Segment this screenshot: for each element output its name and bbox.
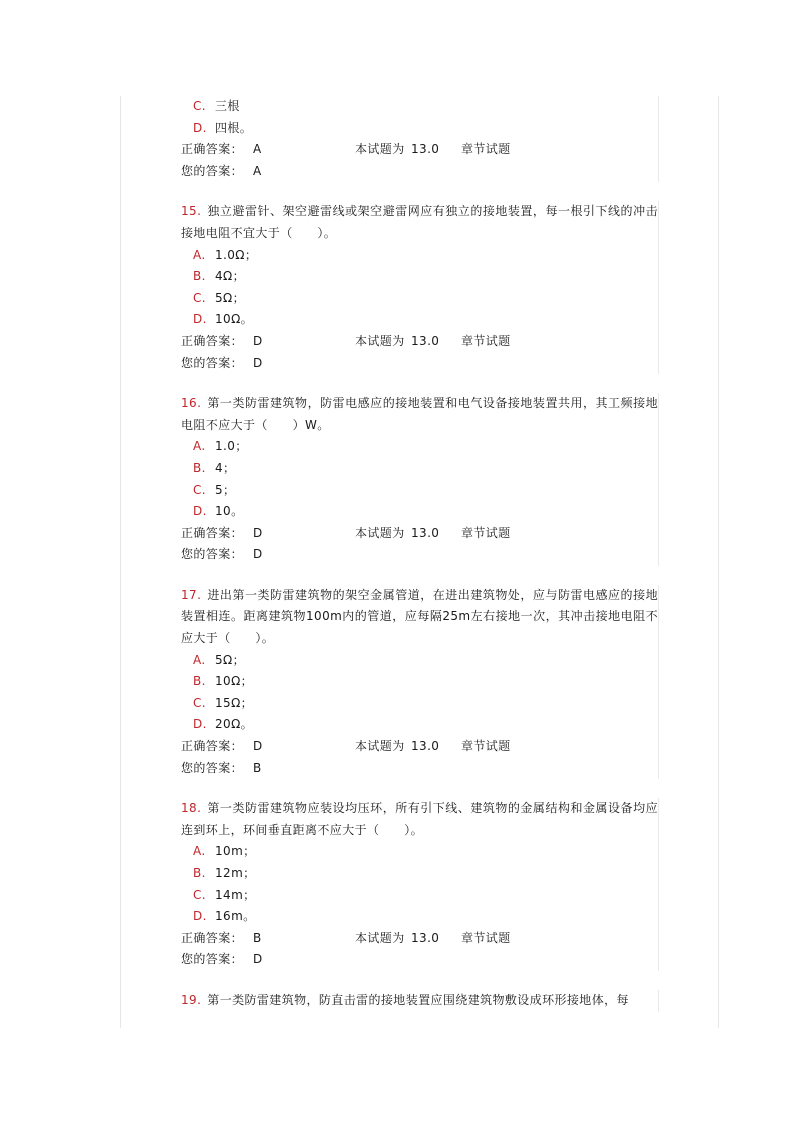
your-answer-row: 您的答案： D <box>181 952 263 967</box>
your-answer-row: 您的答案： A <box>181 163 262 178</box>
question-16 <box>181 393 659 566</box>
correct-answer: B <box>253 930 262 945</box>
page-right-rule <box>718 96 719 1028</box>
question-18 <box>181 798 659 971</box>
option-a: A. 1.0； <box>193 439 248 454</box>
your-answer: D <box>253 355 263 370</box>
option-c: C. 5Ω； <box>193 290 246 305</box>
your-answer: D <box>253 952 263 967</box>
your-answer-row: 您的答案： D <box>181 355 263 370</box>
option-b: B. 10Ω； <box>193 674 254 689</box>
option-b: B. 4； <box>193 460 236 475</box>
your-answer: A <box>253 163 262 178</box>
correct-answer-row: 正确答案： D 本试题为 13.0 章节试题 <box>181 331 658 353</box>
question-15 <box>181 201 659 374</box>
your-answer-row: 您的答案： B <box>181 760 262 775</box>
option-d: D. 16m。 <box>193 909 256 924</box>
your-answer-row: 您的答案： D <box>181 547 263 562</box>
correct-answer: A <box>253 142 262 157</box>
option-a: A. 10m； <box>193 844 256 859</box>
option-c: C. 14m； <box>193 887 256 902</box>
option-c: C. 5； <box>193 482 236 497</box>
question-19 <box>181 990 659 1012</box>
correct-answer: D <box>253 525 263 540</box>
correct-answer-row: 正确答案： A 本试题为 13.0 章节试题 <box>181 139 658 161</box>
question-text: 15. 独立避雷针、架空避雷线或架空避雷网应有独立的接地装置，每一根引下线的冲击接地电阻不宜大于（ ）。 <box>181 204 658 240</box>
question-14 <box>181 96 659 182</box>
your-answer: B <box>253 760 262 775</box>
option-d: D. 20Ω。 <box>193 717 254 732</box>
option-d: D. 10。 <box>193 504 244 519</box>
question-text: 16. 第一类防雷建筑物，防雷电感应的接地装置和电气设备接地装置共用，其工频接地电阻不应大于（ ）W。 <box>181 396 658 432</box>
question-text: 18. 第一类防雷建筑物应装设均压环，所有引下线、建筑物的金属结构和金属设备均应连到环上，环间垂直距离不应大于（ ）。 <box>181 801 658 837</box>
option-c: C. 15Ω； <box>193 695 254 710</box>
question-list <box>181 96 659 1012</box>
option-a: A. 5Ω； <box>193 652 246 667</box>
option-c: C. 三根 <box>193 99 240 113</box>
question-text: 19. 第一类防雷建筑物，防直击雷的接地装置应围绕建筑物敷设成环形接地体，每 <box>181 992 629 1007</box>
correct-answer: D <box>253 333 263 348</box>
correct-answer-row: 正确答案： B 本试题为 13.0 章节试题 <box>181 928 658 950</box>
option-b: B. 12m； <box>193 866 256 880</box>
correct-answer: D <box>253 739 263 754</box>
option-d: D. 10Ω。 <box>193 312 254 327</box>
option-b: B. 4Ω； <box>193 269 246 284</box>
option-a: A. 1.0Ω； <box>193 247 258 262</box>
question-17 <box>181 585 659 779</box>
correct-answer-row: 正确答案： D 本试题为 13.0 章节试题 <box>181 523 658 545</box>
option-d: D. 四根。 <box>193 120 253 135</box>
page-left-rule <box>120 96 121 1028</box>
question-text: 17. 进出第一类防雷建筑物的架空金属管道，在进出建筑物处，应与防雷电感应的接地装置相连。距离建筑物100m内的管道，应每隔25m左右接地一次，其冲击接地电阻不应大于（ ）。 <box>181 587 658 646</box>
your-answer: D <box>253 547 263 562</box>
correct-answer-row: 正确答案： D 本试题为 13.0 章节试题 <box>181 736 658 758</box>
